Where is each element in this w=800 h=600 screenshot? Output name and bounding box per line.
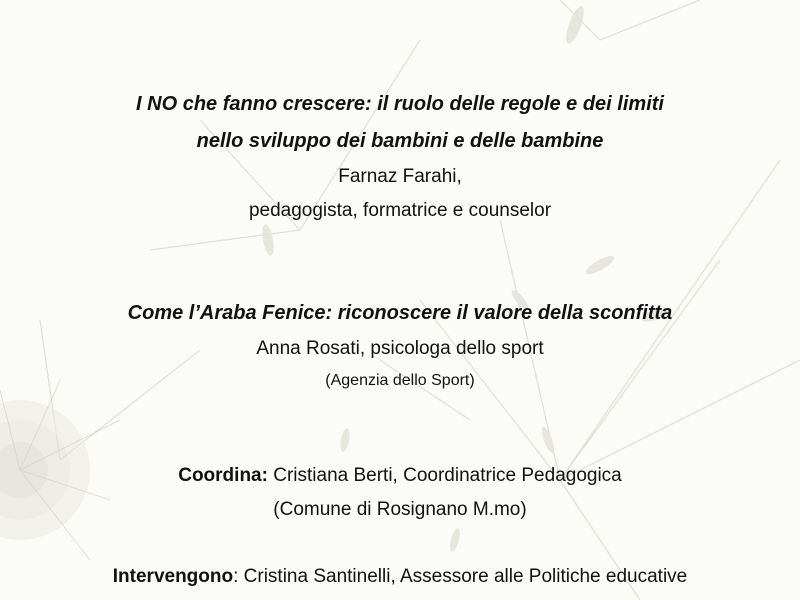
talk2-affiliation: (Agenzia dello Sport)	[325, 372, 475, 389]
speakers-text: : Cristina Santinelli, Assessore alle Politiche educative	[233, 566, 688, 587]
coordination-line	[0, 465, 800, 487]
speakers-line	[0, 566, 800, 588]
talk1-speaker: Farnaz Farahi,	[338, 166, 462, 187]
coordination-text: Cristiana Berti, Coordinatrice Pedagogica	[267, 465, 622, 486]
coordination-affiliation: (Comune di Rosignano M.mo)	[273, 499, 527, 520]
talk1-title-line1: I NO che fanno crescere: il ruolo delle regole e dei limiti	[136, 93, 664, 115]
speakers-label: Intervengono	[112, 566, 234, 587]
coordination-label: Coordina:	[178, 465, 268, 486]
talk2-speaker: Anna Rosati, psicologa dello sport	[256, 338, 544, 359]
talk1-title-line2: nello sviluppo dei bambini e delle bambine	[196, 130, 604, 152]
talk2-title: Come l’Araba Fenice: riconoscere il valore della sconfitta	[127, 302, 673, 324]
talk1-speaker-role: pedagogista, formatrice e counselor	[248, 200, 552, 221]
